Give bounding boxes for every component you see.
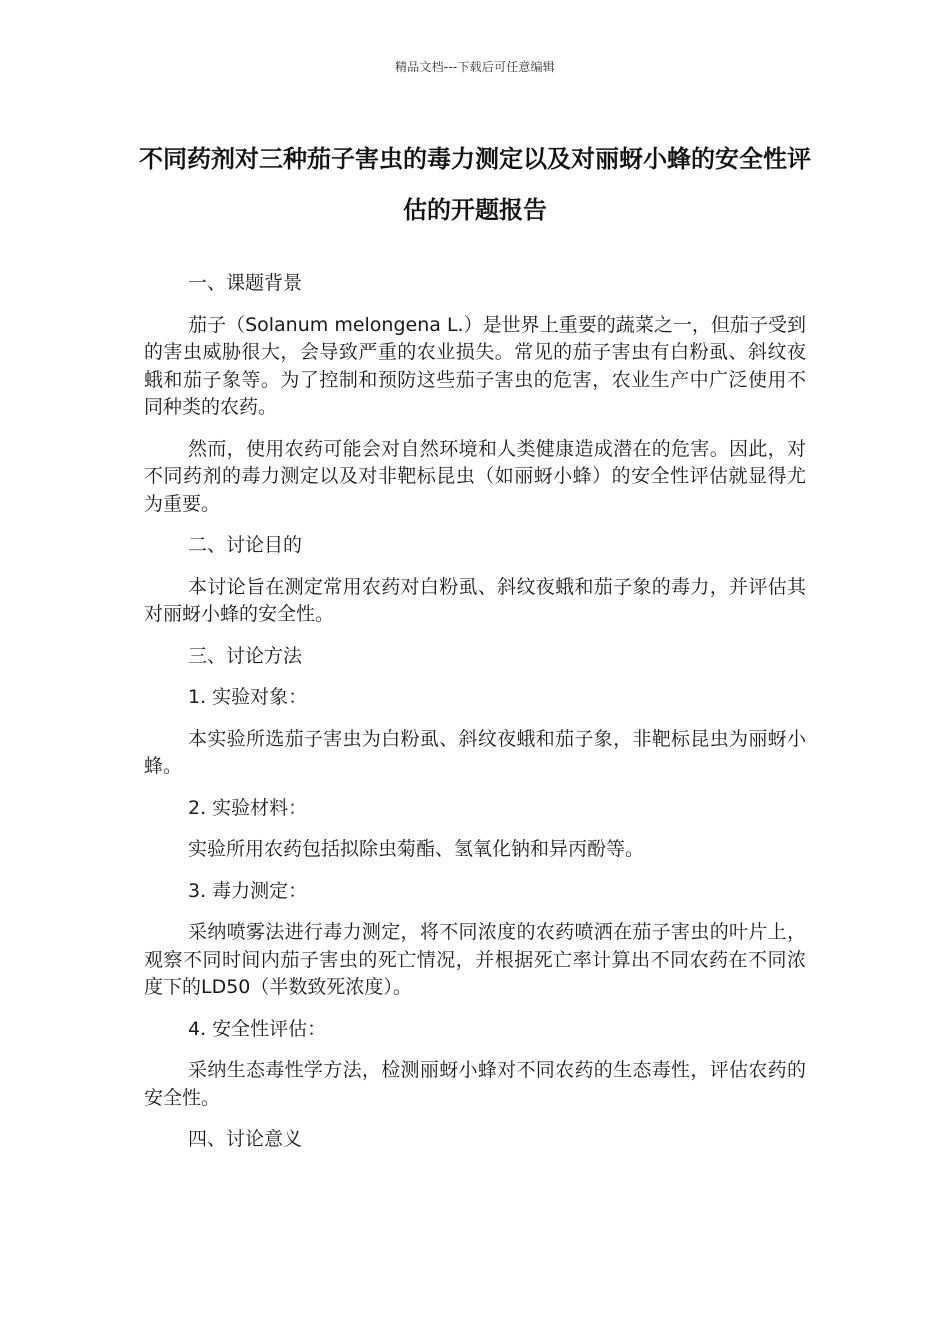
paragraph-toxicity: 采纳喷雾法进行毒力测定，将不同浓度的农药喷洒在茄子害虫的叶片上，观察不同时间内茄子害虫的死亡情况，并根据死亡率计算出不同农药在不同浓度下的LD50（半数致死浓度）。 (144, 921, 806, 998)
paragraph-background-1: 茄子（Solanum melongena L.）是世界上重要的蔬菜之一，但茄子受到的害虫威胁很大，会导致严重的农业损失。常见的茄子害虫有白粉虱、斜纹夜蛾和茄子象等。为了控制和预防这些茄子害虫的危害，农业生产中广泛使用不同种类的农药。 (144, 313, 806, 418)
paragraph-background-2: 然而，使用农药可能会对自然环境和人类健康造成潜在的危害。因此，对不同药剂的毒力测定以及对非靶标昆虫（如丽蚜小蜂）的安全性评估就显得尤为重要。 (144, 437, 806, 515)
section-heading-purpose: 二、讨论目的 (188, 534, 303, 556)
section-heading-background: 一、课题背景 (188, 272, 303, 294)
section-heading-methods: 三、讨论方法 (188, 644, 303, 667)
paragraph-materials: 实验所用农药包括拟除虫菊酯、氢氧化钠和异丙酚等。 (188, 838, 645, 860)
paragraph-safety: 采纳生态毒性学方法，检测丽蚜小蜂对不同农药的生态毒性，评估农药的安全性。 (144, 1059, 806, 1109)
section-heading-significance: 四、讨论意义 (188, 1128, 303, 1150)
subheading-safety: 4. 安全性评估： (188, 1017, 327, 1040)
paragraph-purpose: 本讨论旨在测定常用农药对白粉虱、斜纹夜蛾和茄子象的毒力，并评估其对丽蚜小蜂的安全性。 (144, 575, 806, 625)
subheading-materials: 2. 实验材料： (188, 796, 308, 819)
subheading-toxicity: 3. 毒力测定： (188, 879, 308, 902)
subheading-subjects: 1. 实验对象： (188, 686, 308, 708)
header-note: 精品文档---下载后可任意编辑 (395, 60, 555, 74)
document-title: 不同药剂对三种茄子害虫的毒力测定以及对丽蚜小蜂的安全性评估的开题报告 (139, 145, 811, 224)
paragraph-subjects: 本实验所选茄子害虫为白粉虱、斜纹夜蛾和茄子象，非靶标昆虫为丽蚜小蜂。 (144, 727, 806, 777)
document-body (144, 270, 806, 1168)
